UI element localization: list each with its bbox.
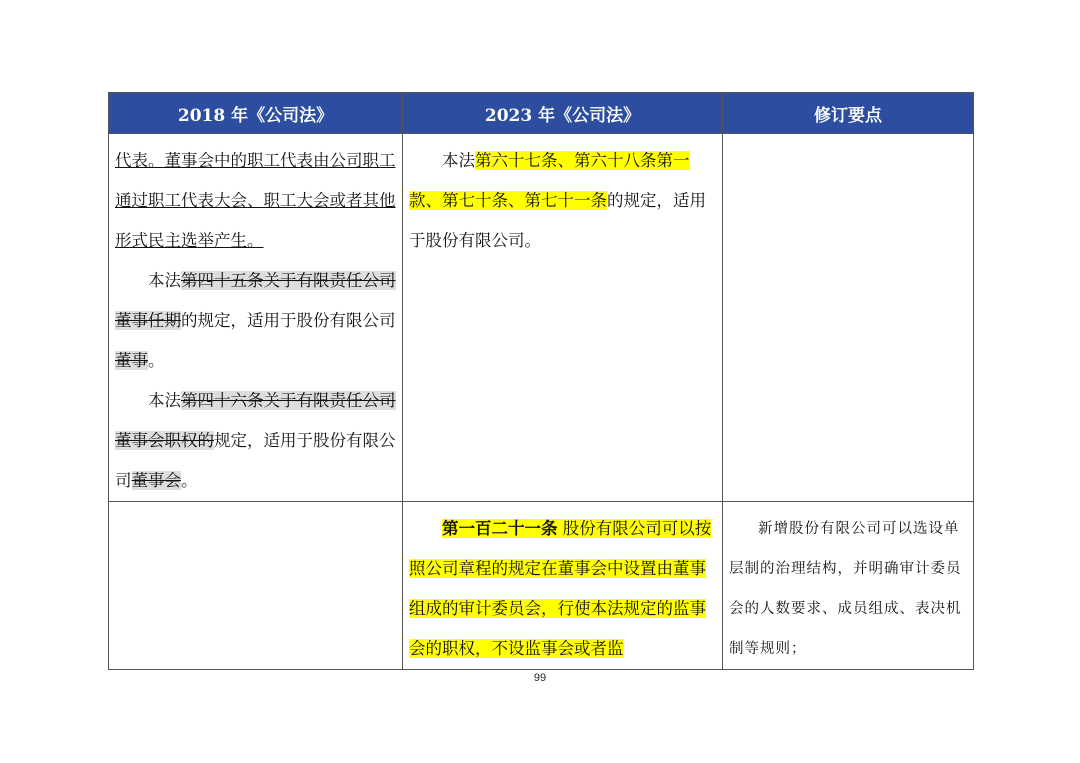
deleted-text: 董事 [115,351,148,370]
cell-2023-article [403,502,723,670]
paragraph [115,381,396,501]
comparison-table [108,92,974,670]
text: 。 [148,351,165,370]
text: 本法 [148,271,181,290]
text: 本法 [442,151,475,170]
revision-note [723,134,973,141]
highlighted-text: 第六十七条、第六十八条第一款、第七十条、第七十一条 [409,151,690,210]
underlined-text: 代表。董事会中的职工代表由公司职工通过职工代表大会、职工大会或者其他形式民主选举产生。 [115,151,396,250]
deleted-text: 第四十六条关于有限责任公司董事会职权的 [115,391,396,450]
cell-revision-note [723,502,974,670]
text: 本法 [148,391,181,410]
paragraph [115,141,396,261]
header-revision-points: 修订要点 [723,93,974,134]
article-number: 第一百二十一条 [442,519,558,538]
text: 的规定，适用于股份有限公司。 [409,191,706,250]
text: 的规定，适用于股份有限公司 [181,311,396,330]
page-number: 99 [533,672,547,684]
cell-revision-empty [723,134,974,502]
text: 规定，适用于股份有限公司 [115,431,396,490]
cell-2018-empty [109,502,403,670]
paragraph [115,261,396,381]
table-row [109,134,974,502]
highlighted-text: 股份有限公司可以按照公司章程的规定在董事会中设置由董事组成的审计委员会，行使本法规定的监事会的职权，不设监事会或者监 [409,519,712,658]
deleted-text: 第四十五条关于有限责任公司董事任期 [115,271,396,330]
cell-2023-text [403,134,723,502]
cell-2018-text [109,134,403,502]
header-2023: 2023 年《公司法》 [403,93,723,134]
text [109,502,402,509]
paragraph [409,141,716,261]
revision-note: 新增股份有限公司可以选设单层制的治理结构，并明确审计委员会的人数要求、成员组成、表决机制等规则； [729,521,962,657]
text: 。 [181,471,198,490]
table-row [109,502,974,670]
paragraph [409,509,716,669]
header-2018: 2018 年《公司法》 [109,93,403,134]
deleted-text: 董事会 [131,471,181,490]
header-row [109,93,974,134]
